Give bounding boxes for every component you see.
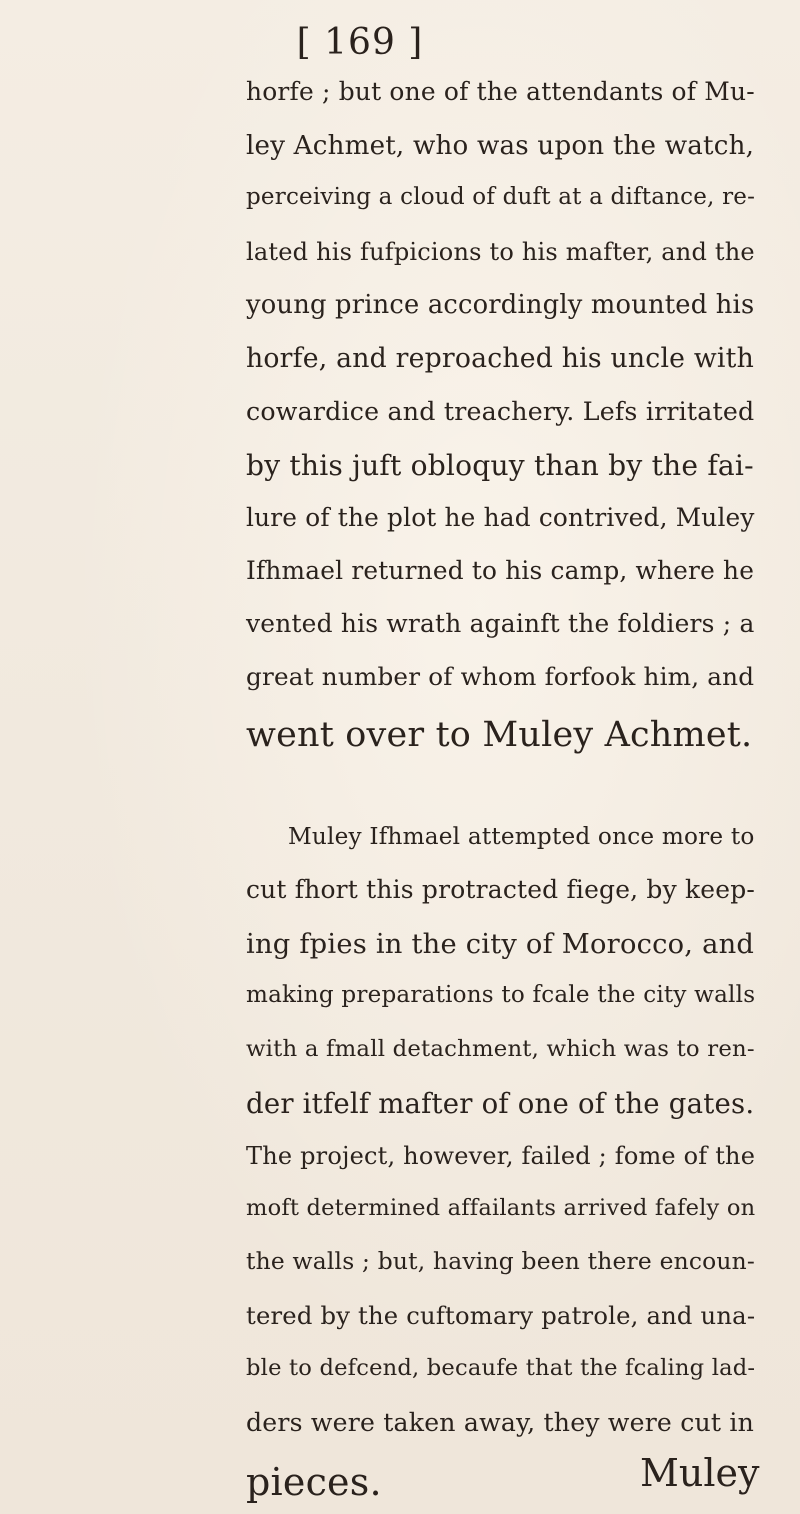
text-line: perceiving a cloud of duft at a diftance, re- <box>246 184 756 211</box>
page-number: [ 169 ] <box>296 22 424 63</box>
catchword: Muley <box>640 1451 760 1495</box>
text-line: cowardice and treachery. Lefs irritated <box>246 397 755 427</box>
text-line: cut fhort this protracted fiege, by keep- <box>246 875 756 904</box>
text-line: Ifhmael returned to his camp, where he <box>246 555 755 585</box>
text-line: went over to Muley Achmet. <box>246 715 753 756</box>
text-line: horfe, and reproached his uncle with <box>246 343 755 374</box>
text-line: by this juft obloquy than by the fai- <box>246 449 754 483</box>
text-line: der itfelf mafter of one of the gates. <box>246 1087 755 1120</box>
text-line: the walls ; but, having been there encoun- <box>246 1247 756 1276</box>
text-line: young prince accordingly mounted his <box>246 289 755 320</box>
text-line: moft determined affailants arrived fafely on <box>246 1195 756 1222</box>
text-line: making preparations to fcale the city walls <box>246 982 756 1009</box>
text-line: ley Achmet, who was upon the watch, <box>246 131 755 162</box>
text-line: ble to defcend, becaufe that the fcaling lad- <box>246 1354 756 1381</box>
text-line: great number of whom forfook him, and <box>246 662 755 692</box>
text-line: ders were taken away, they were cut in <box>246 1408 755 1437</box>
text-line: horfe ; but one of the attendants of Mu- <box>246 77 755 106</box>
text-line: ing fpies in the city of Morocco, and <box>246 929 755 961</box>
text-line: lated his fufpicions to his mafter, and the <box>246 237 755 266</box>
text-line: lure of the plot he had contrived, Muley <box>246 502 755 532</box>
text-line: pieces. <box>246 1460 382 1505</box>
text-line: with a fmall detachment, which was to ren- <box>246 1035 755 1062</box>
text-line: tered by the cuftomary patrole, and una- <box>246 1300 756 1330</box>
text-line: vented his wrath againft the foldiers ; a <box>246 609 755 638</box>
text-line: Muley Ifhmael attempted once more to <box>288 822 755 850</box>
text-line: The project, however, failed ; fome of the <box>246 1142 756 1170</box>
